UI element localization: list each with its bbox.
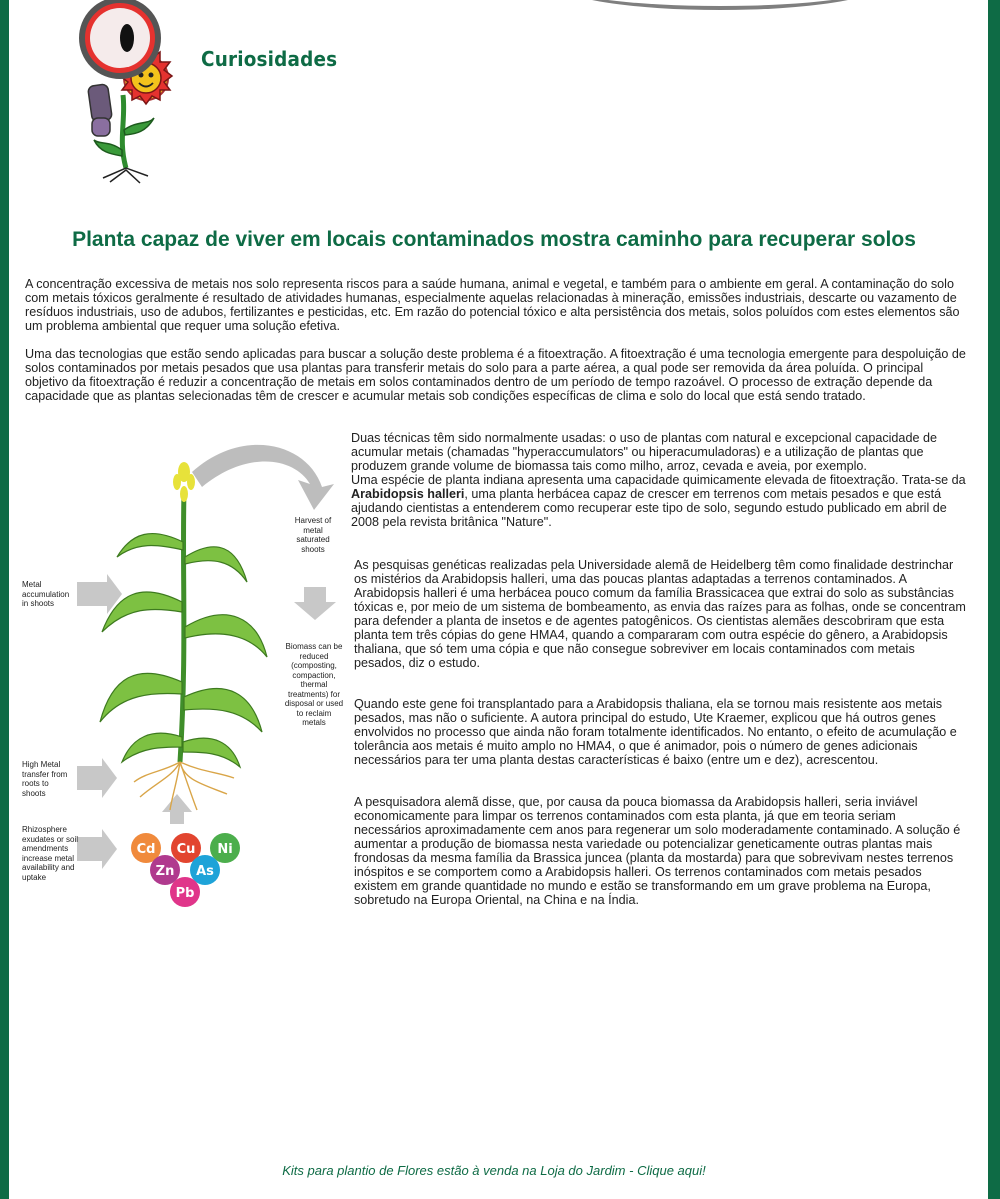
article-column-paragraph-1 [351,431,966,529]
harvest-label: Harvest of metal saturated shoots [294,516,332,554]
metal-label-zn: Zn [155,864,175,879]
metal-label-ni: Ni [217,842,233,857]
footer-shop-link[interactable]: Kits para plantio de Flores estão à venda na Loja do Jardim - Clique aqui! [282,1163,706,1178]
transfer-label: High Metal transfer from roots to shoots [22,760,68,798]
article-column-paragraph-2: As pesquisas genéticas realizadas pela Universidade alemã de Heidelberg têm como finalidade destrinchar os mistérios da Arabidopsis halleri, uma das poucas plantas adaptadas a terrenos contaminados. A Arabidopsis halleri é uma herbácea pouco comum da família Brassicacea que extrai do solo as substâncias tóxicas e, por meio de um sistema de bombeamento, as envia das raízes para as folhas, onde se concentram para defender a planta de insetos e de agentes patogênicos. Os cientistas alemães descobriram que esta planta tem três cópias do gene HMA4, quando a compararam com outra espécie do gênero, a Arabidopsis thaliana, que só tem uma cópia e que não consegue sobreviver em locais contaminados com metais pesados, diz o estudo. [354,558,966,670]
species-name: Arabidopsis halleri [351,487,465,501]
accumulation-label: Metal accumulation in shoots [22,580,70,608]
flower-magnifier-mascot [48,0,178,190]
article-column-paragraph-4: A pesquisadora alemã disse, que, por causa da pouca biomassa da Arabidopsis halleri, seria inviável economicamente para limpar os terrenos contaminados com esta planta, já que em teoria seriam necessários aproximadamente cem anos para regenerar um solo moderadamente contaminado. A solução é aumentar a produção de biomassa nesta variedade ou potencializar geneticamente outras plantas mais frondosas da mesma família da Brassica juncea (planta da mostarda) para que sobrevivam nestes terrenos inóspitos e se comportem como a Arabidopsis halleri. Os terrenos contaminados com metais pesados existem em grande quantidade no mundo e estão se transformando em um grave problema na Europa, sobretudo na Europa Oriental, na China e na Índia. [354,795,961,907]
metal-label-as: As [196,864,214,879]
phytoextraction-diagram [22,432,347,912]
species-description: , uma planta herbácea capaz de crescer em terrenos com metais pesados e que está ajudando cientistas a entenderem como recuperar este tipo de solo, segundo estudo publicado em abril de 2008 pela revista britânica "Nature". [351,487,947,529]
left-border [0,0,9,1199]
right-border [988,0,1000,1199]
metal-label-pb: Pb [175,886,195,901]
article-column-paragraph-3: Quando este gene foi transplantado para a Arabidopsis thaliana, ela se tornou mais resistente aos metais pesados, mas não o suficiente. A autora principal do estudo, Ute Kraemer, explicou que há outros genes envolvidos no processo que ainda não foram totalmente identificados. No entanto, o efeito de acumulação e tolerância aos metais é muito amplo no HMA4, o que é animador, pois o número de genes adicionais necessários para ter uma planta destas características é baixo (entre um e dez), acrescentou. [354,697,957,767]
article-title: Planta capaz de viver em locais contaminados mostra caminho para recuperar solos [72,228,916,251]
section-title: Curiosidades [201,47,338,71]
metal-circles [22,432,347,912]
top-decorative-arc [560,0,880,10]
article-paragraph-1: A concentração excessiva de metais nos solo representa riscos para a saúde humana, animal e vegetal, e também para o ambiente em geral. A contaminação do solo com metais tóxicos geralmente é resultado de atividades humanas, especialmente aquelas relacionadas à mineração, emissões industriais, descarte ou vazamento de resíduos industriais, uso de adubos, fertilizantes e pesticidas, etc. Em razão do potencial tóxico e alta persistência dos metais, solos poluídos com estes elementos são um problema ambiental que requer uma solução efetiva. [25,277,960,333]
article-paragraph-2: Uma das tecnologias que estão sendo aplicadas para buscar a solução deste problema é a fitoextração. A fitoextração é uma tecnologia emergente para despoluição de solos contaminados por metais pesados que usa plantas para transferir metais do solo para a parte aérea, a qual pode ser removida da área poluída. O principal objetivo da fitoextração é reduzir a concentração de metais em solos contaminados dentro de um período de tempo razoável. O processo de extração depende da capacidade que as plantas selecionadas têm de crescer e acumular metais sob condições específicas de clima e solo do local que está sendo tratado. [25,347,966,403]
rhizosphere-label: Rhizosphere exudates or soil amendments increase metal availability and uptake [22,825,79,882]
metal-label-cu: Cu [176,842,196,857]
techniques-text: Duas técnicas têm sido normalmente usadas: o uso de plantas com natural e excepcional capacidade de acumular metais (chamadas "hyperaccumulators" ou hiperacumuladoras) e a utilização de plantas que produzem grande volume de biomassa tais como milho, arroz, cevada e aveia, por exemplo. [351,431,937,473]
metal-label-cd: Cd [136,842,156,857]
biomass-label: Biomass can be reduced (composting, compaction, thermal treatments) for disposal or used to reclaim metals [284,642,344,727]
indian-plant-text: Uma espécie de planta indiana apresenta uma capacidade quimicamente elevada de fitoextração. Trata-se da [351,473,966,487]
